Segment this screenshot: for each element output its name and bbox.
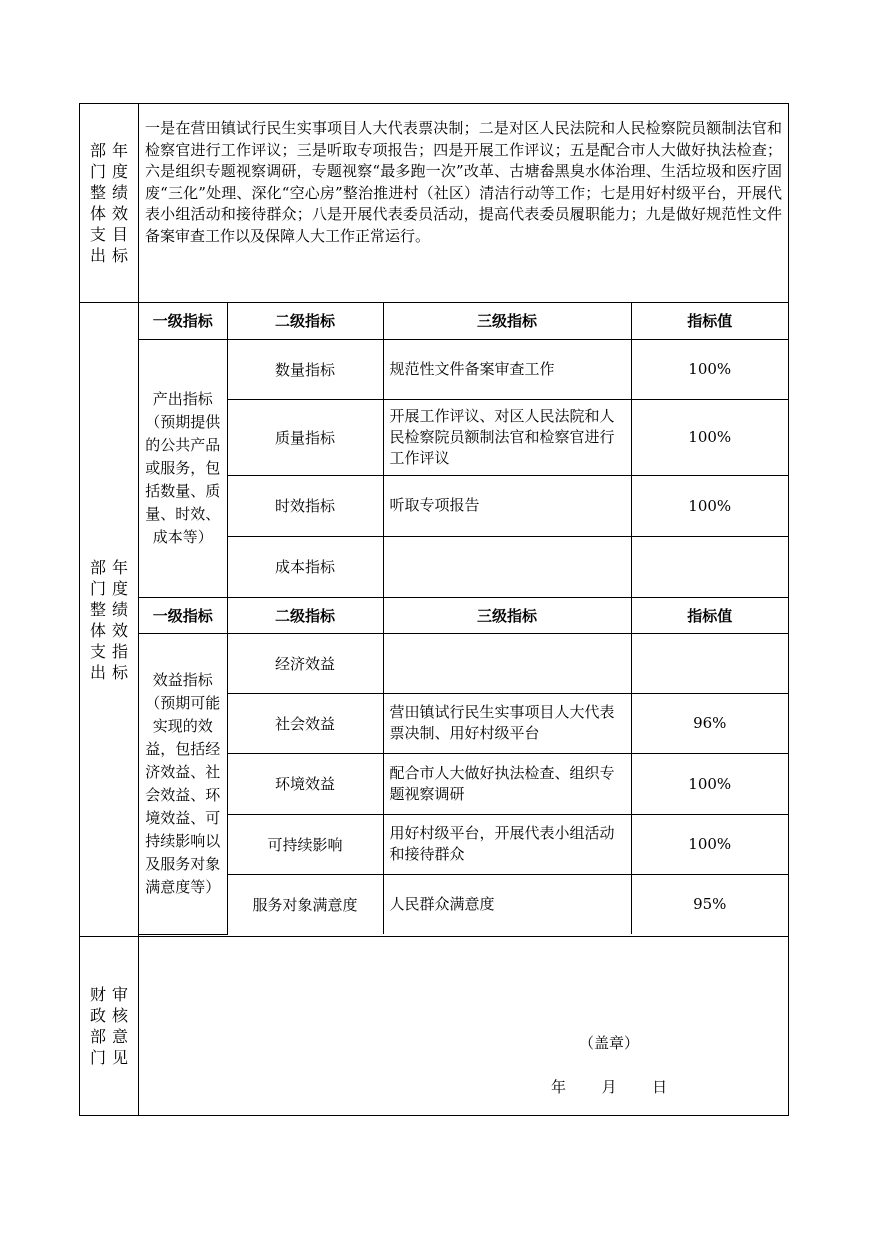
level2-cell: 质量指标 [227, 399, 383, 475]
opinion-cell [139, 937, 789, 1116]
table-row [139, 475, 788, 536]
date-line [551, 1076, 667, 1097]
table-row [139, 814, 788, 874]
value-cell: 96% [631, 693, 788, 753]
level2-cell: 环境效益 [227, 753, 383, 814]
goal-side-col-2: 年 度 绩 效 目 标 [112, 141, 129, 265]
header-value: 指标值 [631, 303, 788, 339]
level2-cell: 经济效益 [227, 633, 383, 693]
date-year: 年 [551, 1078, 567, 1096]
level3-cell [383, 633, 631, 693]
level2-cell: 社会效益 [227, 693, 383, 753]
date-month: 月 [601, 1078, 617, 1096]
opinion-side-col-2: 审 核 意 见 [112, 985, 129, 1067]
indicator-side-col-2: 年 度 绩 效 指 标 [112, 557, 129, 682]
table-row [139, 633, 788, 693]
value-cell: 100% [631, 475, 788, 536]
header-level1: 一级指标 [139, 303, 227, 339]
table-row [139, 536, 788, 597]
benefit-header-row [139, 597, 788, 633]
indicator-table [139, 303, 788, 935]
level3-cell: 用好村级平台，开展代表小组活动和接待群众 [383, 814, 631, 874]
indicator-side-col-1: 部 门 整 体 支 出 [89, 557, 106, 682]
header-value: 指标值 [631, 597, 788, 633]
level3-cell: 听取专项报告 [383, 475, 631, 536]
level2-cell: 服务对象满意度 [227, 874, 383, 934]
stamp-label: （盖章） [579, 1034, 640, 1052]
header-level2: 二级指标 [227, 303, 383, 339]
performance-form [79, 103, 788, 1115]
value-cell [631, 536, 788, 597]
header-level3: 三级指标 [383, 303, 631, 339]
header-level1: 一级指标 [139, 597, 227, 633]
value-cell [631, 633, 788, 693]
value-cell: 95% [631, 874, 788, 934]
table-row [139, 874, 788, 934]
level2-cell: 数量指标 [227, 339, 383, 399]
value-cell: 100% [631, 399, 788, 475]
date-day: 日 [652, 1078, 668, 1096]
indicator-row [80, 303, 789, 937]
indicator-cell [139, 303, 789, 937]
form-table [79, 103, 789, 1116]
level3-cell: 营田镇试行民生实事项目人大代表票决制、用好村级平台 [383, 693, 631, 753]
level2-cell: 可持续影响 [227, 814, 383, 874]
level3-cell: 开展工作评议、对区人民法院和人民检察院员额制法官和检察官进行工作评议 [383, 399, 631, 475]
level3-cell: 配合市人大做好执法检查、组织专题视察调研 [383, 753, 631, 814]
output-category: 产出指标（预期提供的公共产品或服务，包括数量、质量、时效、成本等） [139, 339, 227, 597]
value-cell: 100% [631, 339, 788, 399]
table-row [139, 693, 788, 753]
level2-cell: 成本指标 [227, 536, 383, 597]
level3-cell [383, 536, 631, 597]
header-level3: 三级指标 [383, 597, 631, 633]
opinion-side-col-1: 财 政 部 门 [89, 985, 106, 1067]
level3-cell: 人民群众满意度 [383, 874, 631, 934]
benefit-category: 效益指标（预期可能实现的效益，包括经济效益、社会效益、环境效益、可持续影响以及服务对象满意度等） [139, 633, 227, 934]
opinion-side-label [80, 937, 139, 1116]
table-row [139, 339, 788, 399]
goal-text: 一是在营田镇试行民生实事项目人大代表票决制；二是对区人民法院和人民检察院员额制法官和检察官进行工作评议；三是听取专项报告；四是开展工作评议；五是配合市人大做好执法检查；六是组织专题视察调研，专题视察“最多跑一次”改革、古塘畚黑臭水体治理、生活垃圾和医疗固废“三化”处理、深化“空心房”整治推进村（社区）清洁行动等工作；七是用好村级平台，开展代表小组活动和接待群众；八是开展代表委员活动，提高代表委员履职能力；九是做好规范性文件备案审查工作以及保障人大工作正常运行。 [139, 104, 789, 303]
value-cell: 100% [631, 814, 788, 874]
goal-side-col-1: 部 门 整 体 支 出 [89, 141, 106, 265]
table-row [139, 399, 788, 475]
opinion-row [80, 937, 789, 1116]
header-level2: 二级指标 [227, 597, 383, 633]
table-row [139, 753, 788, 814]
goal-row [80, 104, 789, 303]
goal-side-label [80, 104, 139, 303]
indicator-side-label [80, 303, 139, 937]
value-cell: 100% [631, 753, 788, 814]
output-header-row [139, 303, 788, 339]
level3-cell: 规范性文件备案审查工作 [383, 339, 631, 399]
level2-cell: 时效指标 [227, 475, 383, 536]
